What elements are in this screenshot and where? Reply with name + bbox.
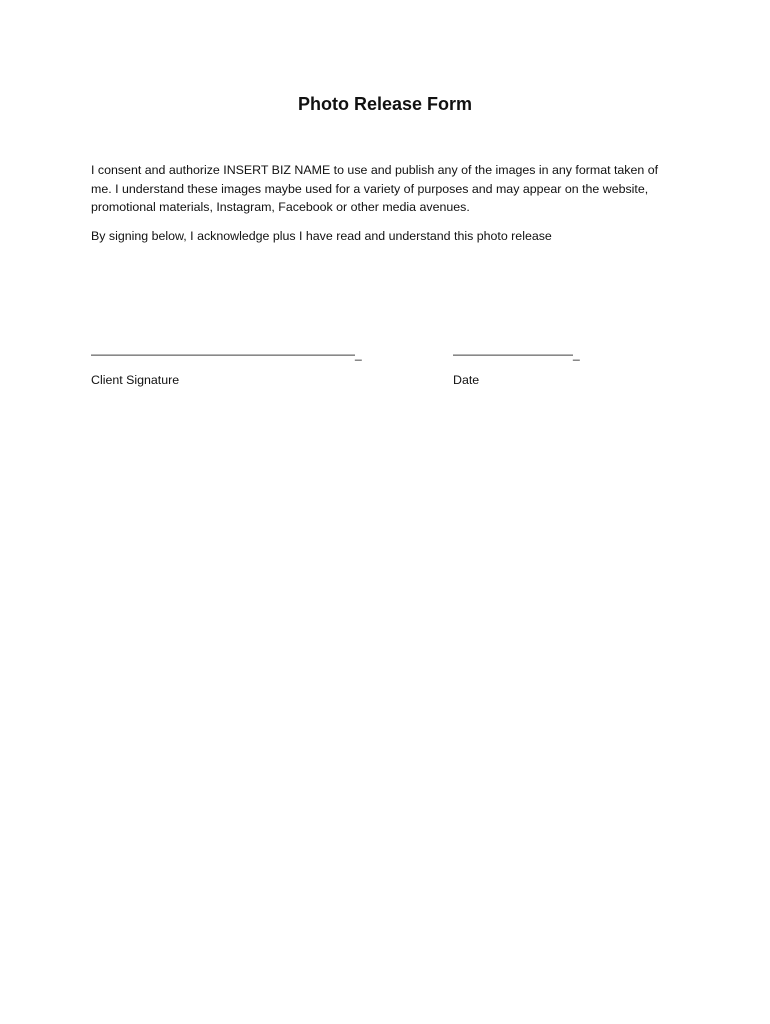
consent-paragraph: I consent and authorize INSERT BIZ NAME to use and publish any of the images in any format taken of me. I understand these images maybe used for a variety of purposes and may appear on the website, promotional materials, Instagram, Facebook or other media avenues.	[91, 163, 659, 214]
date-label: Date	[453, 373, 480, 387]
date-line: ——————————_	[453, 347, 580, 361]
client-signature-line: ——————————————————————_	[91, 347, 362, 361]
acknowledgement-paragraph: By signing below, I acknowledge plus I have read and understand this photo release	[91, 229, 552, 243]
client-signature-label: Client Signature	[91, 373, 180, 387]
page-title: Photo Release Form	[297, 94, 473, 114]
